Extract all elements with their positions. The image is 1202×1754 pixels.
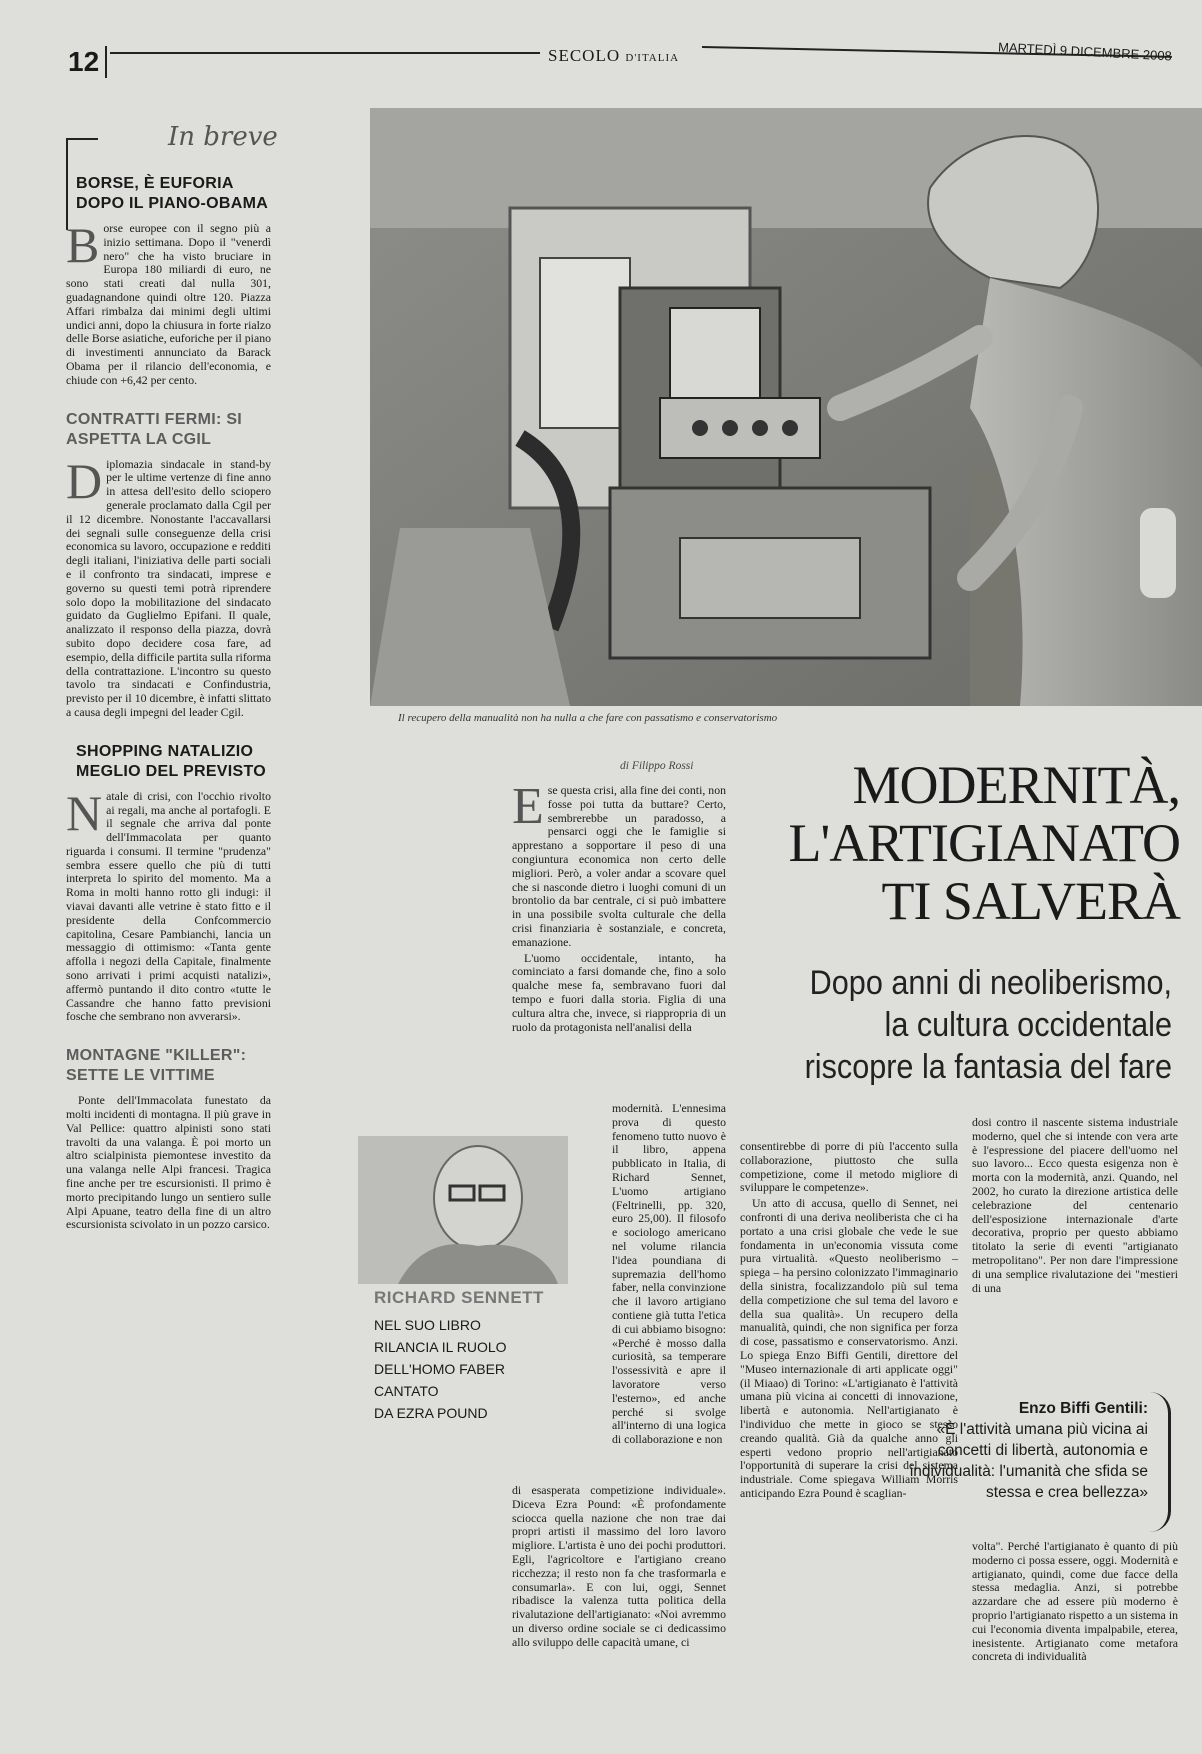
sennett-note-line: NEL SUO LIBRO [374,1317,481,1333]
article-paragraph: di esasperata competizione individuale». Diceva Ezra Pound: «È profondamente sciocca quella nazione che non trae dai propri artisti il massimo del loro lavoro migliore. L'artista è uno dei pochi produttori. Egli, l'agricoltore e l'artigiano creano ricchezza; il resto non fa che trasformarla e consumarla». E con lui, oggi, Sennet ribadisce la valenza tutta politica della rivalutazione dell'artigianato: «Noi avremmo un diverso ordine sociale se ci dedicassimo allo sviluppo delle capacità umane, ci [512,1483,726,1649]
pull-quote-name: Enzo Biffi Gentili: [1018,1400,1148,1417]
headline [760,756,1180,930]
article-paragraph: volta". Perché l'artigianato è quanto di più moderno ci possa essere, oggi. Modernità e artigianato, quindi, come due facce della stessa medaglia. Anzi, si potrebbe azzardare che ad essere più moderno è proprio l'artigianato rispetto a un sistema in cui l'economia diventa impalpabile, eterea, inesistente. Artigianato come metafora concreta di individualità [972,1539,1178,1664]
artisan-photo [370,108,1202,706]
page-number: 12 [68,46,107,78]
subheadline-line: la cultura occidentale [884,1006,1172,1044]
artisan-photo-illustration [370,108,1202,706]
sennett-portrait [358,1136,568,1284]
sennett-name: RICHARD SENNETT [374,1288,544,1307]
brief-text [66,1094,271,1232]
headline-line: TI SALVERÀ [881,871,1180,931]
drop-cap: B [66,217,100,273]
brief-title: CONTRATTI FERMI: SI ASPETTA LA CGIL [66,410,243,448]
article-paragraph: consentirebbe di porre di più l'accento sulla collaborazione, piuttosto che sulla competizione, come il metodo migliore di sviluppare le competenze». [740,1139,958,1195]
article-paragraph: dosi contro il nascente sistema industriale moderno, quel che si intende con vera arte è l'espressione del piacere dell'uomo nel suo lavoro... Ecco questa esigenza non è morta con la modernità, anzi. Quando, nel 2002, ho curato la direzione artistica delle celebrazione del centenario dell'esposizione internazionale d'arte decorativa, proprio per questo abbiamo titolato la serie di eventi "artigianato metropolitano". Per non dare l'impressione di una semplice rivalutazione dei "mestieri di una [972,1115,1178,1295]
byline: di Filippo Rossi [620,760,694,772]
brief-body: iplomazia sindacale in stand-by per le ultime vertenze di fine anno in attesa dell'esito dello sciopero generale proclamato dalla Cgil per il 12 dicembre. Nonostante l'accavallarsi dei segnali sulle conseguenze della crisi economica su lavoro, occupazione e redditi degli italiani, l'iniziativa delle parti sociali e il confronto tra sindacati, imprese e governo su questi temi potrà riprendere solo dopo la mobilitazione del sindacato guidato da Guglielmo Epifani. Il quale, analizzato il responso della piazza, dovrà subito dopo decidere cosa fare, ad esempio, della difficile partita sulla riforma della contrattazione. L'incontro su questo tavolo tra sindacati e Confindustria, previsto per il 10 dicembre, è infatti slittato a causa degli impegni del leader Cgil. [66,456,271,719]
brief-title: BORSE, È EUFORIA DOPO IL PIANO-OBAMA [76,175,269,212]
photo-caption: Il recupero della manualità non ha nulla a che fare con passatismo e conservatorismo [398,712,778,724]
pull-quote-text: «È l'attività umana più vicina ai concetti di libertà, autonomia e individualità: l'umanità che sfida se stessa e crea bellezza» [909,1421,1148,1501]
article-column-1-continued [612,1102,726,1449]
brief-text [66,452,271,720]
pull-quote-brace [1150,1392,1171,1532]
article-column-3 [972,1116,1178,1297]
masthead-small: D'ITALIA [625,52,680,64]
sennett-note-line: CANTATO [374,1383,439,1399]
brief-body: Ponte dell'Immacolata funestato da molti incidenti di montagna. Il più grave in Val Pellice: quattro alpinisti sono stati travolti da una valanga. È poi morto un altro scialpinista piemontese investito da una valanga nelle Alpi francesi. Tragica fine anche per tre escursionisti. Il primo è morto precipitando lungo un sentiero sulle Alpi Apuane, teatro della fine di un altro escursionista scivolato in un pozzo carsico. [66,1093,271,1232]
issue-date: MARTEDÌ 9 DICEMBRE 2008 [997,39,1173,64]
sidebar-column [66,174,271,1254]
sennett-note-line: DA EZRA POUND [374,1405,488,1421]
masthead-main: SECOLO [548,46,621,65]
sennett-note-line: DELL'HOMO FABER [374,1361,506,1377]
article-column-3-end [972,1540,1178,1666]
subheadline-line: Dopo anni di neoliberismo, [809,964,1172,1002]
headline-line: L'ARTIGIANATO [788,813,1180,873]
brief-body: atale di crisi, con l'occhio rivolto ai regali, ma anche al portafogli. E il segnale che arriva dal ponte dell'Immacolata per quanto riguarda i consumi. Il termine "prudenza" sembra essere quello che più di tutti interpreta lo spirito del momento. Ma a Roma in molti hanno rotto gli indugi: il viavai davanti alle vetrine è stato fitto e il presidente della Confcommercio capitolina, Cesare Pambianchi, lancia un messaggio di ottimismo: «Tanta gente affolla i negozi della Capitale, finalmente sono arrivati i primi acquisti natalizi», affermò puntando il dito contro «tutte le Cassandre che hanno fatto previsioni fosche che sembrano non avverarsi». [66,788,271,1024]
drop-cap: N [66,784,103,841]
brief-text [66,217,271,388]
header-rule-left [110,52,540,54]
article-paragraph: Un atto di accusa, quello di Sennet, nei confronti di una deriva neoliberista che ci ha portato a una crisi globale che vede le sue fondamenta in un'economia vissuta come pura virtualità. «Questo neoliberismo – spiega – ha persino colonizzato l'immaginario della sinistra, focalizzandolo più sul tema della competizione che sul tema del lavoro e della sua qualità». Un recupero della manualità, quindi, che non significa per forza di cose, passatismo e conservatorismo. Anzi. Lo spiega Enzo Biffi Gentili, direttore del "Museo internazionale di arti applicate oggi" (il Miaao) di Torino: «L'artigianato è l'attività umana più vicina ai concetti di innovazione, libertà e autonomia. Nell'artigianato è l'individuo che mette in gioco se stesso creando qualità. Già da qualche anno gli esperti vedono proprio nell'artigianato l'opportunità di superare la crisi del sistema industriale. Come spiegava William Morris anticipando Ezra Pound è scaglian- [740,1196,958,1500]
brief-title: SHOPPING NATALIZIO MEGLIO DEL PREVISTO [76,742,267,780]
article-column-1 [512,778,726,1036]
brief-title: MONTAGNE "KILLER": SETTE LE VITTIME [66,1047,247,1085]
article-paragraph: modernità. L'ennesima prova di questo fenomeno tutto nuovo è il libro, appena pubblicato in Italia, di Richard Sennet, L'uomo artigiano (Feltrinelli, pp. 320, euro 25,00). Il filosofo e sociologo americano nel volume rilancia l'idea poundiana di supremazia dell'homo faber, nella convinzione che il lavoro artigiano contiene già tutta l'etica di cui abbiamo bisogno: «Perché è mosso dalla curiosità, sa temperare l'ossessività e apre il lavoratore verso l'esterno», ed anche perché si svolge all'interno di una logica di collaborazione e non [612,1101,726,1447]
sennett-portrait-illustration [358,1136,568,1284]
headline-line: MODERNITÀ, [852,755,1180,815]
sennett-note [374,1314,574,1424]
subheadline [783,962,1172,1088]
article-column-1-end [512,1484,726,1652]
article-paragraph [512,778,726,950]
brief-text [66,784,271,1025]
sidebar-signature: In breve [168,122,278,152]
pull-quote [880,1398,1148,1503]
drop-cap: E [512,778,544,835]
drop-cap: D [66,452,103,509]
masthead [548,46,679,66]
brief-body: orse europee con il segno più a inizio settimana. Dopo il "venerdì nero" che ha visto bruciare in Europa 180 miliardi di euro, ne sono stati creati dal nulla 301, guadagnandone quindi oltre 120. Piazza Affari rimbalza dai minimi degli ultimi undici anni, dopo la chiusura in forte rialzo delle Borse asiatiche, euforiche per il piano di investimenti annunciato da Barack Obama per il rilancio dell'economia, e chiude con +6,42 per cento. [66,221,271,387]
subheadline-line: riscopre la fantasia del fare [804,1048,1172,1086]
sennett-note-line: RILANCIA IL RUOLO [374,1339,507,1355]
article-paragraph: L'uomo occidentale, intanto, ha cominciato a farsi domande che, fino a solo qualche mese fa, sembravano fuori dal tempo e fuori dalla storia. Figlia di una cultura altra che, invece, si riappropria di un ruolo da protagonista nell'analisi della [512,950,726,1034]
article-text: se questa crisi, alla fine dei conti, non fosse poi tutta da buttare? Certo, sembrerebbe un paradosso, a pensarci oggi che le famiglie si apprestano a sopportare il peso di una congiuntura economica non certo delle migliori. Però, a voler andar a scovare quel che si nasconde dietro i luoghi comuni di un brontolio da bar centrale, ci si può imbattere in una possibile svolta culturale che della crisi finanziaria è sostanziale, e concreta, emanazione. [512,783,726,949]
